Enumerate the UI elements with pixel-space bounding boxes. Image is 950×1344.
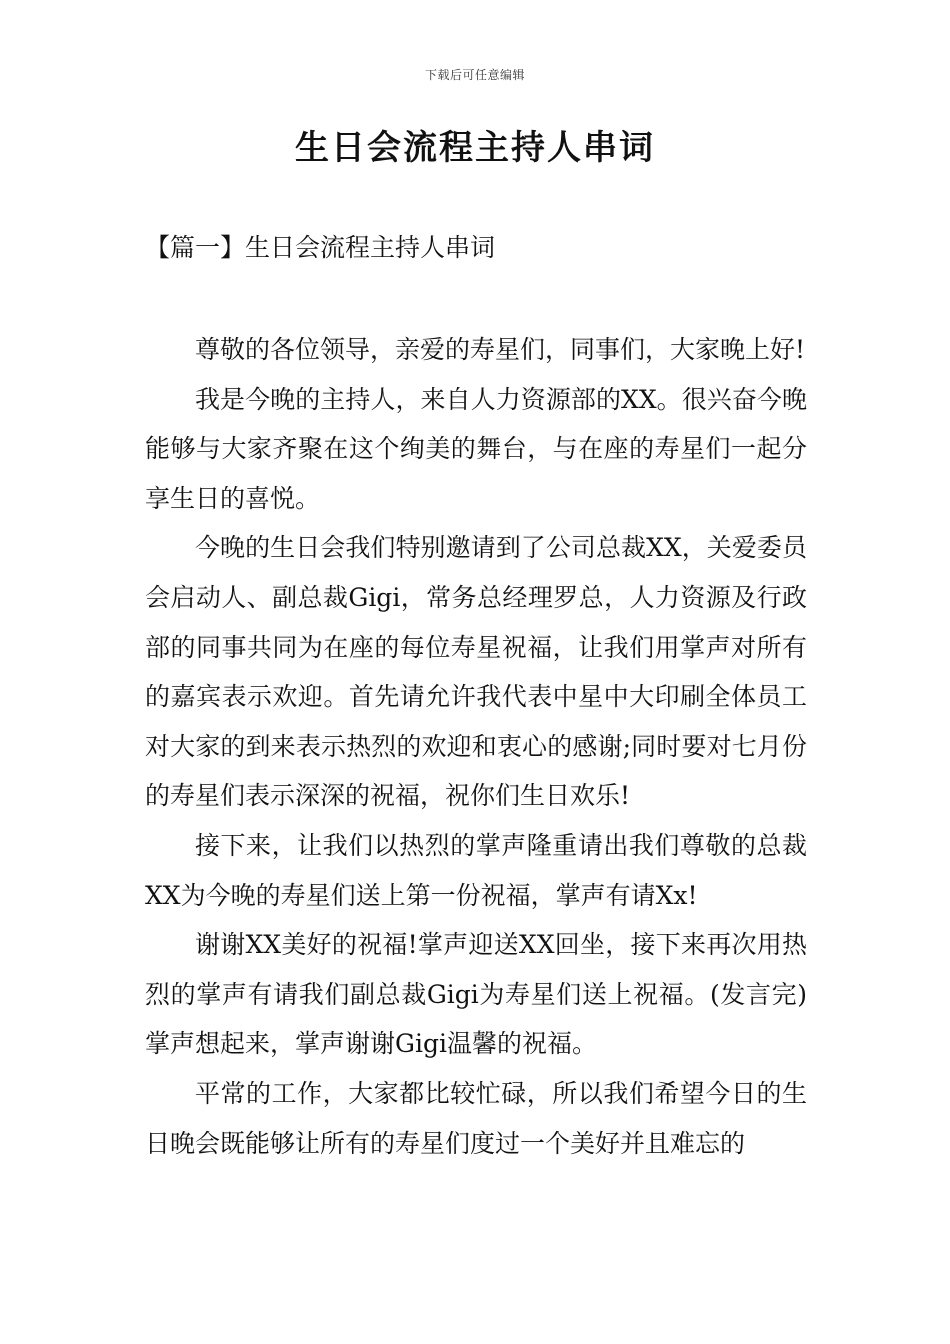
paragraph: 我是今晚的主持人，来自人力资源部的XX。很兴奋今晚能够与大家齐聚在这个绚美的舞台，与在座的寿星们一起分享生日的喜悦。 <box>145 384 807 513</box>
paragraph: 接下来，让我们以热烈的掌声隆重请出我们尊敬的总裁XX为今晚的寿星们送上第一份祝福，掌声有请Xx! <box>145 830 807 910</box>
document-body <box>145 325 807 1168</box>
header-note: 下载后可任意编辑 <box>424 68 525 82</box>
paragraph: 今晚的生日会我们特别邀请到了公司总裁XX，关爱委员会启动人、副总裁Gigi，常务总经理罗总，人力资源及行政部的同事共同为在座的每位寿星祝福，让我们用掌声对所有的嘉宾表示欢迎。首先请允许我代表中星中大印刷全体员工对大家的到来表示热烈的欢迎和衷心的感谢;同时要对七月份的寿星们表示深深的祝福，祝你们生日欢乐! <box>145 533 807 811</box>
paragraph: 平常的工作，大家都比较忙碌，所以我们希望今日的生日晚会既能够让所有的寿星们度过一个美好并且难忘的 <box>145 1078 807 1158</box>
paragraph: 谢谢XX美好的祝福!掌声迎送XX回坐，接下来再次用热烈的掌声有请我们副总裁Gigi为寿星们送上祝福。(发言完)掌声想起来，掌声谢谢Gigi温馨的祝福。 <box>145 930 807 1059</box>
document-title: 生日会流程主持人串词 <box>295 128 655 168</box>
paragraph: 尊敬的各位领导，亲爱的寿星们，同事们，大家晚上好! <box>195 335 806 364</box>
section-heading: 【篇一】生日会流程主持人串词 <box>145 233 496 262</box>
